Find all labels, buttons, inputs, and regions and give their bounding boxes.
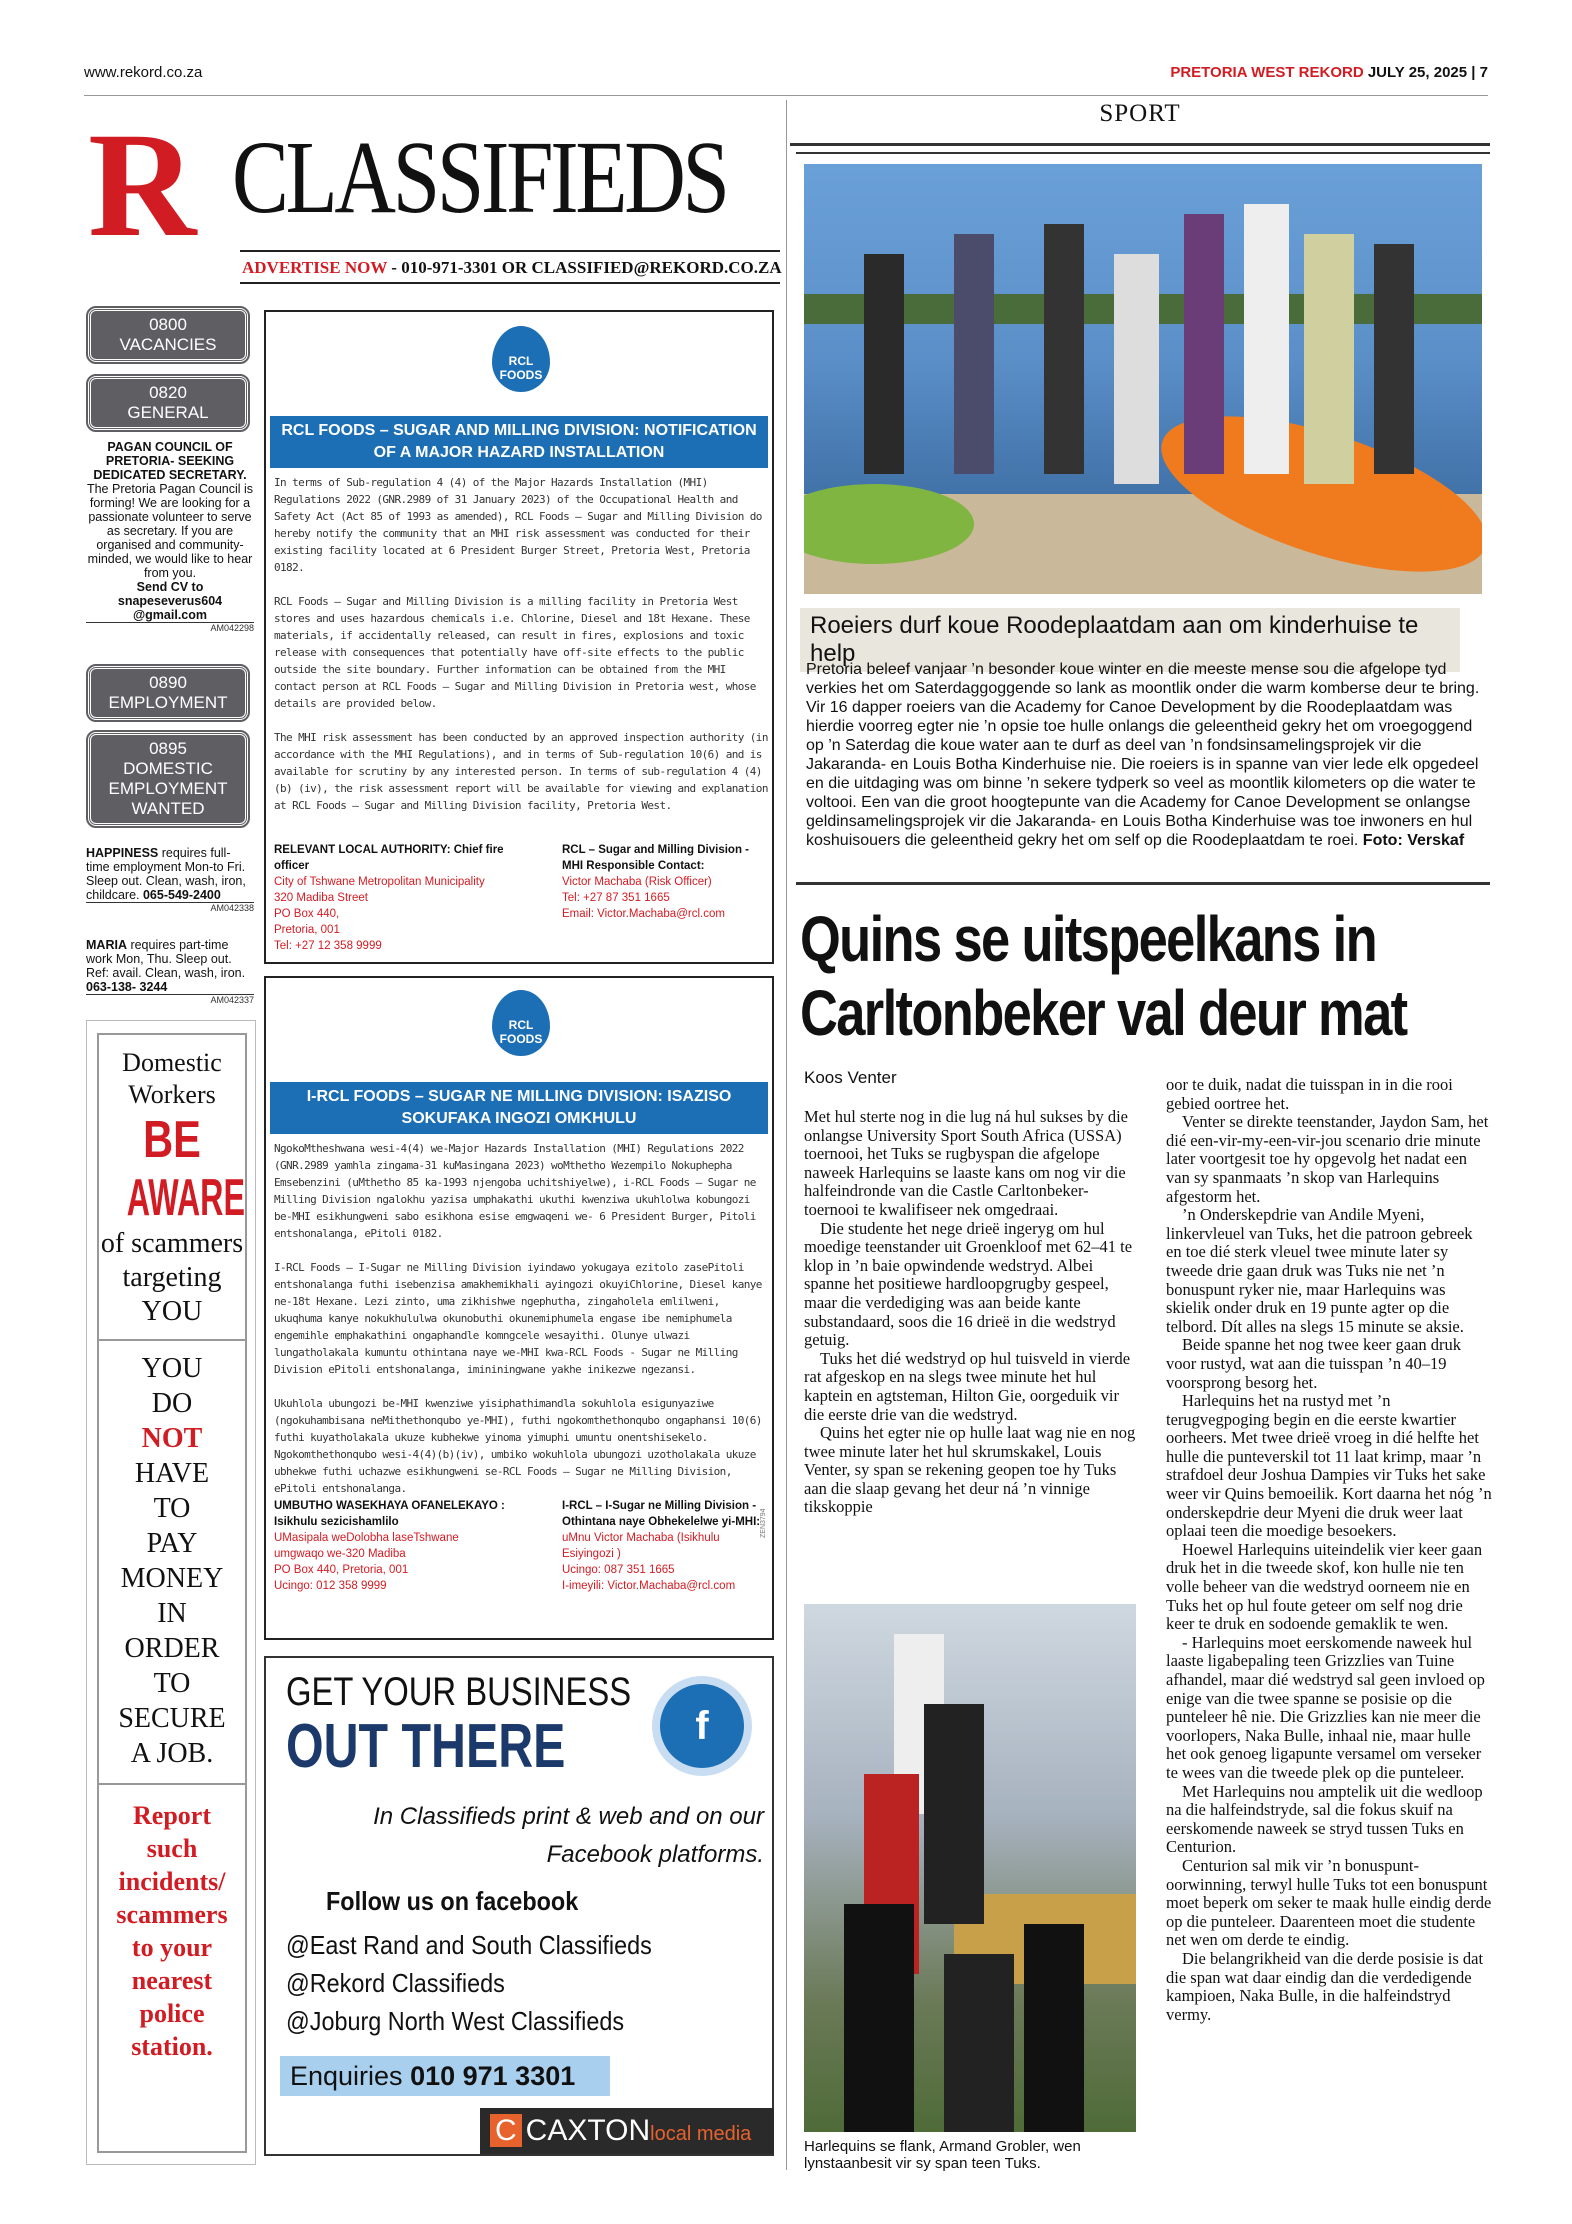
- caxton-brand-sub: local media: [650, 2123, 752, 2145]
- notice-ref: ZEN3794: [760, 1508, 767, 1538]
- ad-ref: AM042298: [86, 622, 254, 633]
- contact-line: uMnu Victor Machaba (Isikhulu Esiyingozi ): [562, 1532, 720, 1560]
- report-text: scammers: [116, 1900, 228, 1929]
- ad-body: [86, 938, 254, 994]
- category-code: 0895: [149, 739, 187, 758]
- contact-line: Ucingo: 087 351 1665: [562, 1564, 675, 1576]
- advertise-contact: - 010-971-3301 OR CLASSIFIED@REKORD.CO.ZA: [387, 258, 782, 277]
- notice-body: [274, 1140, 768, 1497]
- category-name: VACANCIES: [119, 335, 217, 354]
- ad-ref: AM042338: [86, 902, 254, 913]
- warning-aware: AWARE: [126, 1169, 245, 1227]
- warning-text: PAY: [146, 1528, 198, 1559]
- warning-text: YOU: [141, 1296, 203, 1327]
- enquiries-phone[interactable]: 010 971 3301: [410, 2061, 576, 2091]
- report-text: nearest: [131, 1966, 213, 1995]
- advertise-label: ADVERTISE NOW: [242, 258, 388, 277]
- story2-column-2: [1166, 1076, 1492, 2024]
- notice-paragraph: NgokoMtheshwana wesi-4(4) we-Major Hazards Installation (MHI) Regulations 2022 (GNR.2989 yamhla zingama-31 kuMasingana 2023) woMthetho Wezempilo Nokuphepha Emsebenzini (uMthetho 85 ka-1993 njengoba uchitshiyelwe), i-RCL Foods – Sugar ne Milling Division ngalokhu yazisa umphakathi ukuthi kwenziwa ukuhlolwa kobungozi be-MHI esikhungweni sabo esikhona esise emgwaqeni we- 6 President Burger, Pitoli entshonalanga, ePitoli 0182.: [274, 1142, 756, 1240]
- ad-name: MARIA: [86, 938, 127, 952]
- divider: [796, 152, 1490, 154]
- story-paragraph: ’n Onderskepdrie van Andile Myeni, linkervleuel van Tuks, het die patroon gebreek en toe dié sterk vleuel twee minute later sy tweede drie gaan druk was Tuks nie net ’n bonuspunt ryker nie, maar Harlequins was skielik onder druk en 19 punte agter op die telbord. Dít alles na slegs 15 minute se aksie.: [1166, 1205, 1473, 1336]
- advertise-line: [242, 258, 782, 278]
- warning-text: MONEY: [120, 1563, 224, 1594]
- story-paragraph: oor te duik, nadat die tuisspan in in die rooi gebied oortree het.: [1166, 1075, 1453, 1113]
- rcl-notice-english: [264, 310, 774, 964]
- rcl-foods-logo: RCL FOODS: [492, 990, 550, 1056]
- story-paragraph: Beide spanne het nog twee keer gaan druk voor rustyd, wat aan die tuisspan ’n 40–19 voorsprong besorg het.: [1166, 1335, 1462, 1392]
- caxton-mark-icon: C: [490, 2114, 522, 2147]
- story-text: Pretoria beleef vanjaar ’n besonder koue winter en die meeste mense sou die afgelope tyd verkies het om Saterdaggoggende so lank as moontlik onder die warm komberse deur te bring. Vir 16 dapper roeiers van die Academy for Canoe Development by die Roodeplaatdam was hierdie voorreg egter nie ’n opsie toe hulle onlangs die geleentheid gekry het om vroegoggend op ’n Saterdag die koue water aan te durf as deel van ’n fondsinsamelingsprojek vir die Jakaranda- en Louis Botha Kinderhuise nie. Die roeiers is in spanne van vier lede elk opgedeel en die uitdaging was om binne ’n sekere tydperk so veel as moontlik kilometers op die water te voltooi. Een van die groot hoogtepunte van die Academy for Canoe Development se onlangse geldinsamelingsprojek vir die Jakaranda- en Louis Botha Kinderhuise was toe inwoners en hul koshuisouers die geleentheid gekry het om self op die Roodeplaatdam te roei.: [806, 661, 1480, 849]
- category-employment: [88, 666, 248, 720]
- ad-phone: 063-138- 3244: [86, 980, 168, 994]
- ad-body: [86, 846, 254, 902]
- classified-ad-pagan: [86, 440, 254, 633]
- ad-contact: Send CV to snapeseverus604 @gmail.com: [117, 580, 223, 622]
- contact-line: Victor Machaba (Risk Officer): [562, 876, 712, 888]
- ad-name: HAPPINESS: [86, 846, 159, 860]
- facebook-glyph: f: [695, 1704, 709, 1748]
- story-paragraph: Hoewel Harlequins uiteindelik vier keer gaan druk het in die tweede skof, kon hulle nie ten volle beheer van die wedstryd oorneem nie en Tuks het op hul foute geteer om self nog drie keer te druk en sodoende gemaklik te wen.: [1166, 1539, 1483, 1634]
- local-authority-contact: [274, 842, 514, 954]
- classifieds-title: CLASSIFIEDS: [232, 120, 727, 235]
- enquiries-bar: [280, 2056, 610, 2096]
- story2-column-1: [804, 1108, 1140, 1517]
- classified-ad-happiness: [86, 846, 254, 913]
- warning-not: NOT: [141, 1423, 203, 1454]
- divider: [240, 250, 780, 252]
- rugby-photo-caption: Harlequins se flank, Armand Grobler, wen lynstaanbesit vir sy span teen Tuks.: [804, 2138, 1081, 2172]
- report-text: station.: [131, 2032, 213, 2061]
- report-text: incidents/: [118, 1867, 226, 1896]
- warning-be: BE: [143, 1111, 201, 1169]
- contact-line: Tel: +27 12 358 9999: [274, 940, 382, 952]
- report-text: such: [146, 1834, 198, 1863]
- photo-credit: Foto: Verskaf: [1358, 832, 1465, 849]
- category-vacancies: [88, 308, 248, 362]
- headline-line: Quins se uitspeelkans in: [800, 903, 1377, 975]
- category-name: DOMESTIC EMPLOYMENT WANTED: [108, 759, 228, 818]
- scam-warning-inner: [97, 1033, 247, 2153]
- notice-paragraph: The MHI risk assessment has been conducted by an approved inspection authority (in accordance with the MHI Regulations), and in terms of Sub-regulation 10(6) and is available for scrutiny by any interested person. In terms of sub-regulation 4 (4) (b) (iv), the risk assessment report will be available for viewing and explanation at RCL Foods – Sugar and Milling Division facility, Pretoria West.: [274, 731, 768, 812]
- divider: [97, 1339, 247, 1341]
- ad-heading: PAGAN COUNCIL OF PRETORIA- SEEKING DEDICATED SECRETARY.: [93, 440, 247, 482]
- facebook-icon[interactable]: [652, 1676, 752, 1776]
- warning-text: DO: [151, 1388, 193, 1419]
- rcl-notice-zulu: [264, 976, 774, 1640]
- category-name: EMPLOYMENT: [108, 693, 228, 712]
- story-paragraph: Harlequins het na rustyd met ’n terugvegpoging begin en die eerste kwartier oorheers. Met twee drieë vroeg in dié helfte het hulle die punteverskil tot 11 laat krimp, maar ’n strafdoel deur Joshua Dampies vir Tuks het sake weer vir Quins bemoeilik. Kort daarna het nóg ’n onderskepdrie deur Myeni die druk weer laat oplaai teen die moedige besoekers.: [1166, 1391, 1492, 1541]
- promo-line: GET YOUR BUSINESS: [286, 1670, 632, 1714]
- story-paragraph: Tuks het dié wedstryd op hul tuisveld in vierde rat afgeskop en na slegs twee minute het hul kaptein en agtsteman, Hilton Gie, oorgeduik vir die eerste drie van die wedstryd.: [804, 1348, 1131, 1424]
- ad-phone: 065-549-2400: [142, 888, 221, 902]
- rcl-foods-logo: RCL FOODS: [492, 326, 550, 392]
- facebook-pages: [286, 1926, 652, 2040]
- report-text: Report: [133, 1801, 211, 1830]
- warning-text: targeting: [122, 1262, 222, 1293]
- follow-heading: Follow us on facebook: [326, 1886, 579, 1916]
- category-code: 0890: [149, 673, 187, 692]
- contact-line: Ucingo: 012 358 9999: [274, 1580, 387, 1592]
- category-code: 0820: [149, 383, 187, 402]
- headline-line: Carltonbeker val deur mat: [800, 977, 1407, 1049]
- story-paragraph: Venter se direkte teenstander, Jaydon Sam, het dié een-vir-my-een-vir-jou scenario drie minute later voortgesit toe hy opgevolg het nadat een van sy spanmaats ’n skop van Harlequins afgestorm het.: [1166, 1112, 1489, 1206]
- local-authority-contact: [274, 1498, 544, 1594]
- ad-body: The Pretoria Pagan Council is forming! We are looking for a passionate volunteer to serve as secretary. If you are organised and community- minded, we would like to hear from you.: [86, 482, 254, 580]
- warning-text: of scammers: [100, 1228, 244, 1259]
- contact-line: 320 Madiba Street: [274, 892, 368, 904]
- promo-text: In Classifieds print & web and on our: [373, 1803, 764, 1830]
- divider: [240, 282, 780, 284]
- rcl-contact: [562, 1498, 762, 1594]
- warning-text: Workers: [128, 1080, 216, 1109]
- story-paragraph: Centurion sal mik vir ’n bonuspunt-oorwinning, terwyl hulle Tuks tot een bonuspunt moet beperk om seker te maak hulle eindig derde op die punteleer. Daarenteen moet die studente net wen om derde te eindig.: [1166, 1855, 1492, 1950]
- warning-text: SECURE: [118, 1703, 226, 1734]
- category-domestic: [88, 732, 248, 826]
- publication-info: [1170, 64, 1488, 81]
- contact-line: Pretoria, 001: [274, 924, 340, 936]
- warning-text: ORDER: [124, 1633, 220, 1664]
- issue-date: JULY 25, 2025: [1367, 64, 1468, 81]
- promo-text: Facebook platforms.: [546, 1841, 764, 1868]
- report-text: police: [139, 1999, 205, 2028]
- story-paragraph: Die studente het nege drieë ingeryg om hul moedige teenstander uit Groenkloof met 62–41 te klop in ’n baie opwindende wedstryd. Albei spanne het positiewe hardloopgrugby gespeel, maar die verdediging was aan beide kante substandaard, soos die 16 drieë in die wedstryd getuig.: [804, 1218, 1133, 1350]
- byline: Koos Venter: [804, 1068, 897, 1087]
- canoe-photo: [804, 164, 1482, 594]
- publication-name: PRETORIA WEST REKORD: [1170, 64, 1364, 81]
- warning-text: IN: [157, 1598, 187, 1629]
- photo-caption-headline: Roeiers durf koue Roodeplaatdam aan om kinderhuise te help: [800, 608, 1460, 672]
- contact-line: Tel: +27 87 351 1665: [562, 892, 670, 904]
- rcl-contact: [562, 842, 768, 922]
- contact-line: umgwaqo we-320 Madiba: [274, 1548, 406, 1560]
- notice-paragraph: Ukuhlola ubungozi be-MHI kwenziwe yisiphathimandla sokuhlola esigunyaziwe (ngokuhambisana neMithethonqubo ye-MHI), futhi ngokomthethonqubo ongaphansi 10(6) futhi kuyatholakala ukuze kubhekwe yinoma yimuphi umuntu onentshisekelo. Ngokomthethonqubo wesi-4(4)(b)(iv), umbiko wokuhlola ubungozi uzotholakala ukuze ubhekwe futhi uchazwe esikhungweni se-RCL Foods – Sugar ne Milling Division, ePitoli entshonalanga.: [274, 1397, 762, 1495]
- contact-line: UMasipala weDolobha laseTshwane: [274, 1532, 459, 1544]
- contact-line: PO Box 440, Pretoria, 001: [274, 1564, 409, 1576]
- rekord-logo-letter: R: [88, 102, 197, 268]
- category-general: [88, 376, 248, 430]
- notice-paragraph: In terms of Sub-regulation 4 (4) of the Major Hazards Installation (MHI) Regulations 2022 (GNR.2989 of 31 January 2023) of the Occupational Health and Safety Act (Act 85 of 1993 as amended), RCL Foods – Sugar and Milling Division do hereby notify the community that an MHI risk assessment was conducted for their existing facility located at 6 President Burger Street, Pretoria West, Pretoria 0182.: [274, 476, 762, 574]
- category-name: GENERAL: [127, 403, 209, 422]
- notice-paragraph: RCL Foods – Sugar and Milling Division is a milling facility in Pretoria West stores and uses hazardous chemicals i.e. Chlorine, Diesel and 18t Hexane. These materials, if accidentally released, can result in fires, explosions and toxic release with consequences that potentially have off-site effects to the public outside the site boundary. Further information can be obtained from the MHI contact person at RCL Foods – Sugar and Milling Division in Pretoria west, whose details are provided below.: [274, 595, 756, 710]
- facebook-promo-ad: [264, 1656, 774, 2156]
- story-paragraph: Met Harlequins nou amptelik uit die wedloop na die halfeindstryde, sal die fokus skuif na eerskomende naweek se stryd tussen Tuks en Centurion.: [1166, 1781, 1483, 1857]
- column-divider: [786, 100, 787, 2170]
- notice-heading: I-RCL FOODS – SUGAR NE MILLING DIVISION: ISAZISO SOKUFAKA INGOZI OMKHULU: [270, 1082, 768, 1134]
- report-block: [99, 1799, 245, 2063]
- contact-line[interactable]: I-imeyili: Victor.Machaba@rcl.com: [562, 1580, 736, 1592]
- story1-body: [806, 660, 1486, 850]
- page-number: | 7: [1471, 64, 1488, 81]
- contact-line[interactable]: Email: Victor.Machaba@rcl.com: [562, 908, 725, 920]
- divider: [97, 1783, 247, 1785]
- warning-text: Domestic: [122, 1048, 222, 1077]
- caxton-brand: CAXTON: [525, 2114, 651, 2147]
- notice-heading: RCL FOODS – SUGAR AND MILLING DIVISION: NOTIFICATION OF A MAJOR HAZARD INSTALLATION: [270, 416, 768, 468]
- divider: [796, 882, 1490, 885]
- story-paragraph: - Harlequins moet eerskomende naweek hul laaste ligabepaling teen Grizzlies van Tuine afhandel, maar dié wedstryd sal geen invloed op enige van die twee spanne se posisie op die punteleer hê nie. Die Grizzlies kan nie meer die voorlopers, Naka Bulle, inhaal nie, maar hulle het ook genoeg ligapunte versamel om verseker te wees van die tweede plek op die punteleer.: [1166, 1632, 1485, 1782]
- ad-text: requires part-time work Mon, Thu. Sleep out. Ref: avail. Clean, wash, iron.: [86, 938, 246, 980]
- story-paragraph: Quins het egter nie op hulle laat wag nie en nog twee minute later het hul skrumskakel, Louis Venter, sy span se rekening geopen toe hy Tuks aan die slaap gevang het deur ná ’n vinnige tikskoppie: [804, 1423, 1136, 1517]
- warning-text: TO: [153, 1493, 191, 1524]
- contact-heading: UMBUTHO WASEKHAYA OFANELEKAYO : Isikhulu sezicishamlilo: [274, 1500, 505, 1528]
- classified-ad-maria: [86, 938, 254, 1005]
- story-paragraph: Met hul sterte nog in die lug ná hul sukses by die onlangse University Sport South Africa (USSA) toernooi, het Tuks se rugbyspan die afgelope naweek Harlequins se laaste kans om nog vir die halfeindronde van die Castle Carltonbeker-toernooi te kwalifiseer nek omgedraai.: [804, 1107, 1128, 1219]
- notice-paragraph: I-RCL Foods – I-Sugar ne Milling Division iyindawo yokugaya ezitolo zasePitoli entshonalanga futhi isebenzisa amakhemikhali ayingozi okuyiChlorine, Diesel kanye ne-18t Hexane. Lezi zinto, uma zikhishwe ngephutha, zingaholela emlilweni, ukuqhuma kanye nokukhululwa okunobuthi okunemiphumela engase ibe nemiphumela engemihle emphakathini ongaphandle komngcele wesayithi. Olunye ulwazi lungatholakala kumuntu othintana naye we-MHI kwa-RCL Foods - Sugar ne Milling Division ePitoli entshonalanga, imininingwane yakhe inikezwe ngezansi.: [274, 1261, 762, 1376]
- warning-text: HAVE: [134, 1458, 210, 1489]
- site-url[interactable]: www.rekord.co.za: [84, 64, 203, 81]
- ad-text: requires full-time employment Mon-to Fri. Sleep out. Clean, wash, iron, childcare.: [86, 846, 246, 902]
- warning-text: A JOB.: [130, 1738, 214, 1769]
- contact-heading: RCL – Sugar and Milling Division - MHI Responsible Contact:: [562, 844, 749, 872]
- facebook-page-link[interactable]: @Joburg North West Classifieds: [286, 2006, 625, 2036]
- caxton-logo: [480, 2108, 774, 2154]
- enquiries-label: Enquiries: [290, 2061, 411, 2091]
- contact-line: PO Box 440,: [274, 908, 340, 920]
- story-paragraph: Die belangrikheid van die derde posisie is dat die span wat daar eindig dan die verdedigende kampioen, Naka Bulle, in die halfeindstryd vermy.: [1166, 1948, 1484, 2024]
- rugby-photo-illustration: [804, 1604, 1136, 2132]
- warning-text: YOU: [141, 1353, 203, 1384]
- facebook-page-link[interactable]: @Rekord Classifieds: [286, 1968, 505, 1998]
- promo-headline: OUT THERE: [286, 1712, 566, 1781]
- notice-body: [274, 474, 768, 814]
- scam-warning-box: [86, 1020, 256, 2165]
- ad-ref: AM042337: [86, 994, 254, 1005]
- story2-headline: [800, 902, 1497, 1050]
- rugby-photo: [804, 1604, 1136, 2132]
- report-text: to your: [131, 1933, 213, 1962]
- canoe-photo-illustration: [804, 164, 1482, 594]
- section-label: SPORT: [790, 100, 1490, 146]
- contact-heading: I-RCL – I-Sugar ne Milling Division - Othintana naye Obhekelelwe yi-MHI:: [562, 1500, 761, 1528]
- category-code: 0800: [149, 315, 187, 334]
- contact-heading: RELEVANT LOCAL AUTHORITY: Chief fire officer: [274, 844, 504, 872]
- facebook-page-link[interactable]: @East Rand and South Classifieds: [286, 1930, 652, 1960]
- promo-subtext: [276, 1798, 764, 1874]
- contact-line: City of Tshwane Metropolitan Municipality: [274, 876, 485, 888]
- warning-text: TO: [153, 1668, 191, 1699]
